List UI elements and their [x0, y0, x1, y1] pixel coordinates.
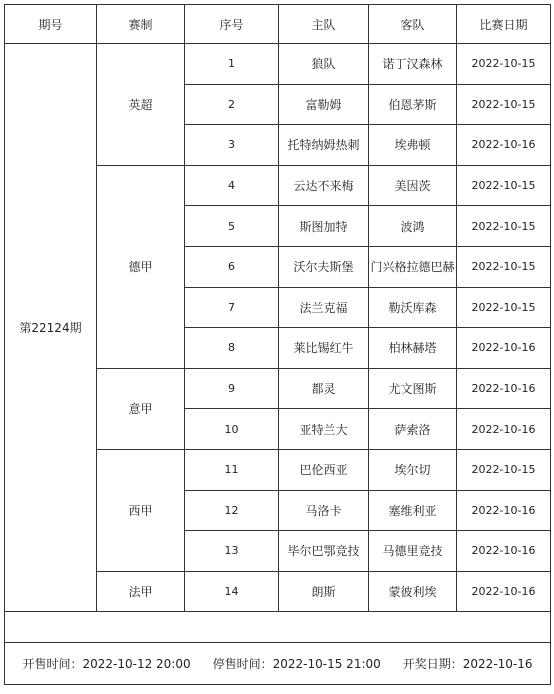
away-team-cell: 柏林赫塔	[369, 328, 457, 369]
away-team-cell: 美因茨	[369, 165, 457, 206]
home-team-cell: 马洛卡	[279, 490, 369, 531]
seq-cell: 5	[185, 206, 279, 247]
footer-row	[5, 643, 551, 685]
seq-cell: 4	[185, 165, 279, 206]
sale-end-label: 停售时间：	[212, 657, 273, 672]
league-cell: 法甲	[97, 571, 185, 612]
away-team-cell: 塞维利亚	[369, 490, 457, 531]
league-cell: 英超	[97, 44, 185, 166]
spacer-row	[5, 612, 551, 643]
seq-cell: 13	[185, 531, 279, 572]
sale-info-cell	[5, 643, 551, 685]
match-date-cell: 2022-10-16	[457, 368, 551, 409]
home-team-cell: 狼队	[279, 44, 369, 85]
seq-cell: 2	[185, 84, 279, 125]
home-team-cell: 法兰克福	[279, 287, 369, 328]
match-date-cell: 2022-10-16	[457, 490, 551, 531]
draw-date-label: 开奖日期：	[402, 657, 463, 672]
seq-cell: 6	[185, 246, 279, 287]
seq-cell: 10	[185, 409, 279, 450]
away-team-cell: 勒沃库森	[369, 287, 457, 328]
schedule-table	[4, 4, 551, 685]
header-row	[5, 5, 551, 44]
match-date-cell: 2022-10-16	[457, 409, 551, 450]
home-team-cell: 托特纳姆热刺	[279, 125, 369, 166]
match-date-cell: 2022-10-16	[457, 125, 551, 166]
home-team-cell: 巴伦西亚	[279, 449, 369, 490]
home-team-cell: 莱比锡红牛	[279, 328, 369, 369]
header-home: 主队	[279, 5, 369, 44]
sale-start-time: 2022-10-12 20:00	[82, 657, 191, 672]
draw-date: 2022-10-16	[462, 657, 533, 672]
seq-cell: 11	[185, 449, 279, 490]
seq-cell: 12	[185, 490, 279, 531]
seq-cell: 3	[185, 125, 279, 166]
home-team-cell: 都灵	[279, 368, 369, 409]
away-team-cell: 马德里竞技	[369, 531, 457, 572]
match-date-cell: 2022-10-15	[457, 449, 551, 490]
away-team-cell: 埃尔切	[369, 449, 457, 490]
seq-cell: 7	[185, 287, 279, 328]
away-team-cell: 门兴格拉德巴赫	[369, 246, 457, 287]
home-team-cell: 朗斯	[279, 571, 369, 612]
match-date-cell: 2022-10-16	[457, 531, 551, 572]
period-cell: 第22124期	[5, 44, 97, 612]
table-row	[5, 44, 551, 85]
match-date-cell: 2022-10-15	[457, 246, 551, 287]
away-team-cell: 蒙彼利埃	[369, 571, 457, 612]
match-date-cell: 2022-10-15	[457, 44, 551, 85]
header-league: 赛制	[97, 5, 185, 44]
home-team-cell: 亚特兰大	[279, 409, 369, 450]
home-team-cell: 云达不来梅	[279, 165, 369, 206]
away-team-cell: 萨索洛	[369, 409, 457, 450]
empty-cell	[5, 612, 551, 643]
league-cell: 德甲	[97, 165, 185, 368]
league-cell: 意甲	[97, 368, 185, 449]
match-date-cell: 2022-10-16	[457, 328, 551, 369]
header-away: 客队	[369, 5, 457, 44]
home-team-cell: 毕尔巴鄂竞技	[279, 531, 369, 572]
header-seq: 序号	[185, 5, 279, 44]
match-date-cell: 2022-10-15	[457, 84, 551, 125]
away-team-cell: 伯恩茅斯	[369, 84, 457, 125]
match-date-cell: 2022-10-15	[457, 206, 551, 247]
sale-start-label: 开售时间：	[22, 657, 83, 672]
seq-cell: 1	[185, 44, 279, 85]
away-team-cell: 尤文图斯	[369, 368, 457, 409]
match-date-cell: 2022-10-15	[457, 165, 551, 206]
header-period: 期号	[5, 5, 97, 44]
header-date: 比赛日期	[457, 5, 551, 44]
match-date-cell: 2022-10-15	[457, 287, 551, 328]
seq-cell: 14	[185, 571, 279, 612]
schedule-table-wrapper	[4, 4, 550, 685]
away-team-cell: 波鸿	[369, 206, 457, 247]
home-team-cell: 沃尔夫斯堡	[279, 246, 369, 287]
away-team-cell: 诺丁汉森林	[369, 44, 457, 85]
home-team-cell: 富勒姆	[279, 84, 369, 125]
away-team-cell: 埃弗顿	[369, 125, 457, 166]
home-team-cell: 斯图加特	[279, 206, 369, 247]
league-cell: 西甲	[97, 449, 185, 571]
sale-end-time: 2022-10-15 21:00	[272, 657, 381, 672]
seq-cell: 8	[185, 328, 279, 369]
seq-cell: 9	[185, 368, 279, 409]
match-date-cell: 2022-10-16	[457, 571, 551, 612]
